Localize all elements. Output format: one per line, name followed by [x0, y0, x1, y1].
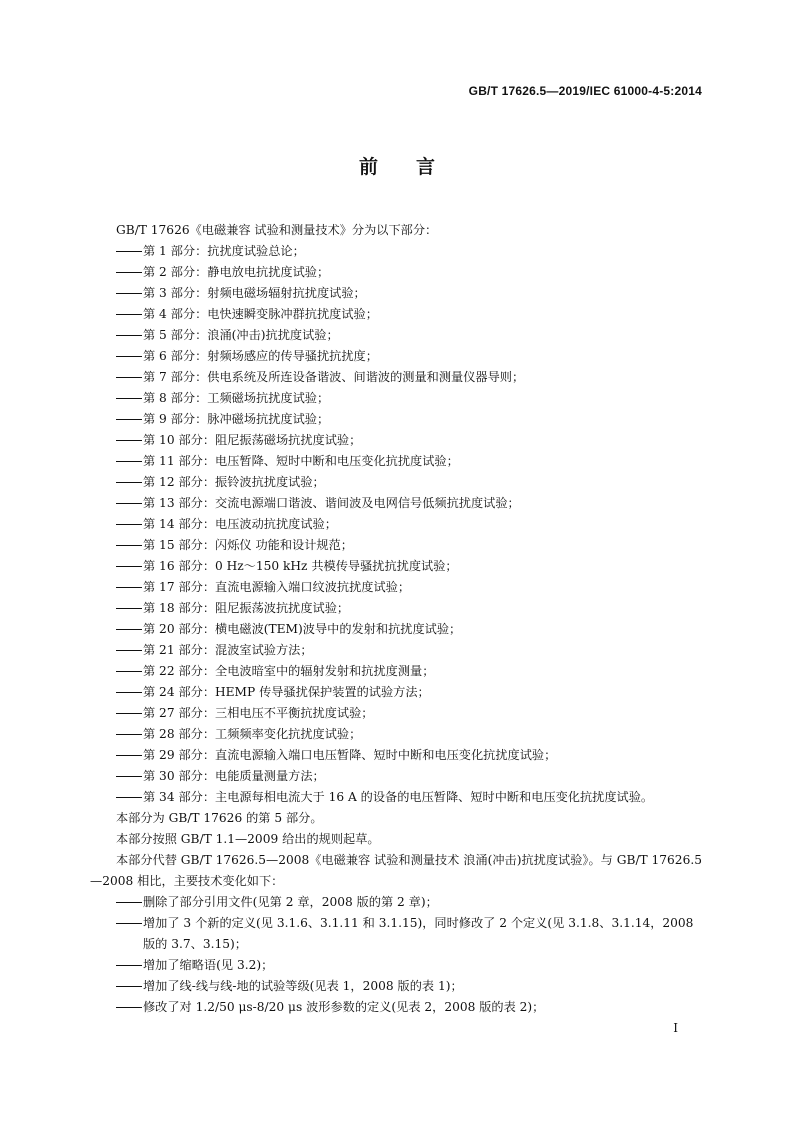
part-list-item	[90, 472, 706, 493]
part-list-item	[90, 514, 706, 535]
part-list-item	[90, 430, 706, 451]
part-list-item-text: 第 11 部分：电压暂降、短时中断和电压变化抗扰度试验；	[143, 454, 459, 468]
em-dash-bullet	[116, 1007, 142, 1008]
part-list-item	[90, 661, 706, 682]
part-list-item	[90, 346, 706, 367]
part-list-item-text: 第 29 部分：直流电源输入端口电压暂降、短时中断和电压变化抗扰度试验；	[143, 748, 557, 762]
em-dash-bullet	[116, 356, 142, 357]
replaces-paragraph: 本部分代替 GB/T 17626.5—2008《电磁兼容 试验和测量技术 浪涌(冲击)抗扰度试验》。与 GB/T 17626.5—2008 相比，主要技术变化如下：	[90, 853, 702, 888]
em-dash-bullet	[116, 986, 142, 987]
part-list-item-text: 第 20 部分：横电磁波(TEM)波导中的发射和抗扰度试验；	[143, 622, 462, 636]
change-list-item-text: 删除了部分引用文件(见第 2 章，2008 版的第 2 章)；	[143, 895, 438, 909]
change-list-item	[90, 976, 706, 997]
em-dash-bullet	[116, 251, 142, 252]
em-dash-bullet	[116, 461, 142, 462]
part-list-item	[90, 745, 706, 766]
em-dash-bullet	[116, 608, 142, 609]
page-title: 前言	[358, 156, 473, 178]
part-list-item-text: 第 24 部分：HEMP 传导骚扰保护装置的试验方法；	[143, 685, 430, 699]
em-dash-bullet	[116, 272, 142, 273]
part-list-item	[90, 556, 706, 577]
change-list-item-text: 增加了缩略语(见 3.2)；	[143, 958, 274, 972]
em-dash-bullet	[116, 398, 142, 399]
part-list-item-text: 第 34 部分：主电源每相电流大于 16 A 的设备的电压暂降、短时中断和电压变化抗扰度试验。	[143, 790, 654, 804]
change-list-item	[90, 913, 706, 955]
part-list-item	[90, 241, 706, 262]
change-list-item-text: 增加了线-线与线-地的试验等级(见表 1，2008 版的表 1)；	[143, 979, 463, 993]
change-list-item	[90, 892, 706, 913]
em-dash-bullet	[116, 440, 142, 441]
part-list-item-text: 第 30 部分：电能质量测量方法；	[143, 769, 325, 783]
part-list-item-text: 第 13 部分：交流电源端口谐波、谐间波及电网信号低频抗扰度试验；	[143, 496, 520, 510]
em-dash-bullet	[116, 671, 142, 672]
part-list-item-text: 第 17 部分：直流电源输入端口纹波抗扰度试验；	[143, 580, 411, 594]
part-list-item	[90, 304, 706, 325]
part-list-item	[90, 535, 706, 556]
part-list-item-text: 第 2 部分：静电放电抗扰度试验；	[143, 265, 330, 279]
part-list-item	[90, 409, 706, 430]
part-list-item-text: 第 3 部分：射频电磁场辐射抗扰度试验；	[143, 286, 366, 300]
em-dash-bullet	[116, 755, 142, 756]
em-dash-bullet	[116, 524, 142, 525]
part-list-item	[90, 451, 706, 472]
part-list-item	[90, 493, 706, 514]
standard-code-header: GB/T 17626.5—2019/IEC 61000-4-5:2014	[468, 84, 702, 98]
em-dash-bullet	[116, 797, 142, 798]
part-list-item-text: 第 9 部分：脉冲磁场抗扰度试验；	[143, 412, 330, 426]
part-list-item	[90, 724, 706, 745]
part-list-item	[90, 766, 706, 787]
part-list-item-text: 第 5 部分：浪涌(冲击)抗扰度试验；	[143, 328, 339, 342]
page-number: I	[673, 1021, 678, 1035]
part-list-item-text: 第 22 部分：全电波暗室中的辐射发射和抗扰度测量；	[143, 664, 435, 678]
em-dash-bullet	[116, 545, 142, 546]
part-list-item-text: 第 21 部分：混波室试验方法；	[143, 643, 313, 657]
part-list-item-text: 第 6 部分：射频场感应的传导骚扰抗扰度；	[143, 349, 378, 363]
intro-paragraph: GB/T 17626《电磁兼容 试验和测量技术》分为以下部分：	[116, 223, 438, 237]
part-list-item-text: 第 14 部分：电压波动抗扰度试验；	[143, 517, 337, 531]
part-list-item	[90, 640, 706, 661]
em-dash-bullet	[116, 335, 142, 336]
em-dash-bullet	[116, 776, 142, 777]
em-dash-bullet	[116, 734, 142, 735]
part-list-item-text: 第 12 部分：振铃波抗扰度试验；	[143, 475, 325, 489]
part-list-item	[90, 283, 706, 304]
drafting-rule-paragraph: 本部分按照 GB/T 1.1—2009 给出的规则起草。	[116, 832, 380, 846]
part-list-item	[90, 682, 706, 703]
part-list-item-text: 第 1 部分：抗扰度试验总论；	[143, 244, 305, 258]
part-list-item-text: 第 28 部分：工频频率变化抗扰度试验；	[143, 727, 362, 741]
part-list-item-text: 第 7 部分：供电系统及所连设备谐波、间谐波的测量和测量仪器导则；	[143, 370, 525, 384]
part-list-item-text: 第 15 部分：闪烁仪 功能和设计规范；	[143, 538, 353, 552]
part-list-item	[90, 388, 706, 409]
part-list-item-text: 第 10 部分：阻尼振荡磁场抗扰度试验；	[143, 433, 362, 447]
change-list-item	[90, 955, 706, 976]
change-list-item-text: 增加了 3 个新的定义(见 3.1.6、3.1.11 和 3.1.15)，同时修改了 2 个定义(见 3.1.8、3.1.14，2008 版的 3.7、3.15)；	[143, 916, 694, 951]
parts-list	[90, 241, 706, 808]
em-dash-bullet	[116, 293, 142, 294]
part-list-item	[90, 325, 706, 346]
changes-list	[90, 892, 706, 1018]
em-dash-bullet	[116, 566, 142, 567]
part-list-item	[90, 787, 706, 808]
em-dash-bullet	[116, 314, 142, 315]
part-list-item	[90, 262, 706, 283]
em-dash-bullet	[116, 692, 142, 693]
em-dash-bullet	[116, 902, 142, 903]
part-list-item	[90, 703, 706, 724]
em-dash-bullet	[116, 482, 142, 483]
part-list-item-text: 第 4 部分：电快速瞬变脉冲群抗扰度试验；	[143, 307, 378, 321]
em-dash-bullet	[116, 503, 142, 504]
change-list-item-text: 修改了对 1.2/50 μs-8/20 μs 波形参数的定义(见表 2，2008 版的表 2)；	[143, 1000, 545, 1014]
em-dash-bullet	[116, 377, 142, 378]
em-dash-bullet	[116, 629, 142, 630]
change-list-item	[90, 997, 706, 1018]
part-list-item-text: 第 27 部分：三相电压不平衡抗扰度试验；	[143, 706, 374, 720]
part-list-item	[90, 577, 706, 598]
part-list-item	[90, 619, 706, 640]
em-dash-bullet	[116, 923, 142, 924]
part-list-item-text: 第 8 部分：工频磁场抗扰度试验；	[143, 391, 330, 405]
document-body	[90, 220, 706, 1018]
em-dash-bullet	[116, 713, 142, 714]
part-list-item	[90, 367, 706, 388]
part-list-item-text: 第 18 部分：阻尼振荡波抗扰度试验；	[143, 601, 350, 615]
em-dash-bullet	[116, 587, 142, 588]
em-dash-bullet	[116, 965, 142, 966]
em-dash-bullet	[116, 419, 142, 420]
part-list-item	[90, 598, 706, 619]
part-number-paragraph: 本部分为 GB/T 17626 的第 5 部分。	[116, 811, 323, 825]
em-dash-bullet	[116, 650, 142, 651]
part-list-item-text: 第 16 部分：0 Hz～150 kHz 共模传导骚扰抗扰度试验；	[143, 559, 458, 573]
